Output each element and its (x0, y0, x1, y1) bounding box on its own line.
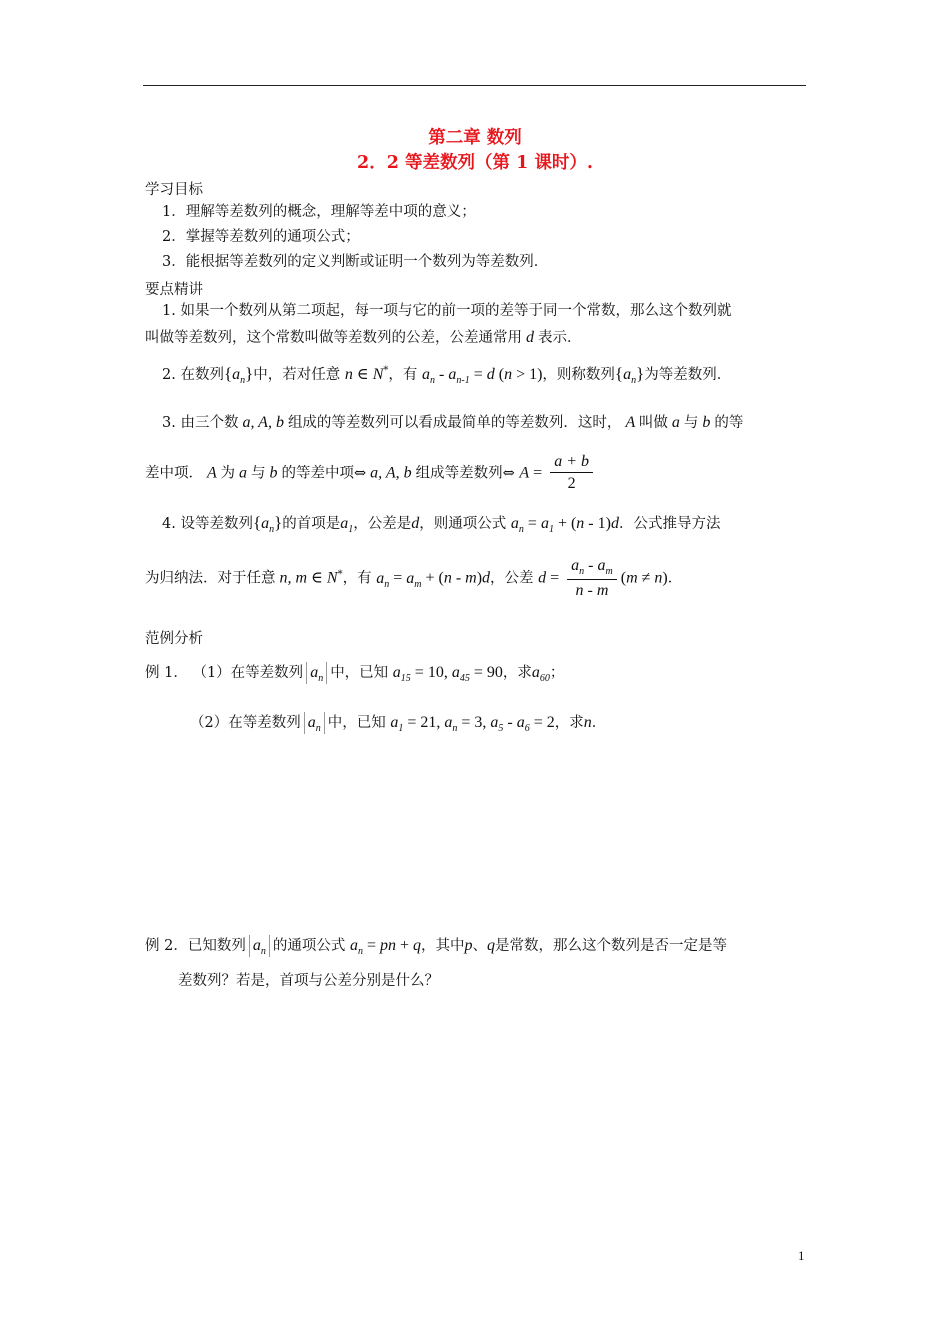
point-3-line-2: 差中项． A 为 a 与 b 的等差中项⇔ a, A, b 组成等差数列⇔ A = $\frac{a + b}{2}$ (145, 452, 597, 495)
point-4-line-1: 4. 设等差数列$\{a_n\}$的首项是$a_1$，公差是d，则通项公式 $a_n = a_1 + (n - 1)d$．公式推导方法 (162, 513, 721, 536)
points-heading: 要点精讲 (145, 282, 203, 298)
point-4-line-2: 为归纳法．对于任意 n, m ∈ N*，有 $a_n = a_m + (n - m)d$，公差 d = $\frac{a_n - a_m}{n - m}$ (m ≠ n)． (145, 556, 682, 601)
chapter-title: 第二章 数列 (428, 128, 522, 148)
example-1-part-1: 例 1． （1）在等差数列 $a_n$ 中，已知 $a_{15} = 10$, $a_{45} = 90$，求$a_{60}$； (145, 664, 565, 685)
common-difference-fraction: $\frac{a_n - a_m}{n - m}$ (567, 556, 617, 601)
point-2: 2. 在数列$\{a_n\}$中，若对任意 n ∈ N*，有 $a_n - a_{n-1} = d$ (n > 1)，则称数列$\{a_n\}$为等差数列． (162, 364, 732, 387)
midterm-fraction: $\frac{a + b}{2}$ (550, 452, 593, 495)
page-number: 1 (798, 1248, 805, 1263)
goal-item-3: 3．能根据等差数列的定义判断或证明一个数列为等差数列． (162, 254, 549, 270)
title-dot: . (586, 153, 593, 173)
examples-heading: 范例分析 (145, 631, 203, 647)
example-2-line-1: 例 2．已知数列 $a_n$ 的通项公式 $a_n$ = pn + q，其中p、q是常数，那么这个数列是否一定是等 (145, 937, 728, 958)
goal-item-1: 1．理解等差数列的概念，理解等差中项的意义； (162, 204, 476, 220)
goals-heading: 学习目标 (145, 182, 203, 198)
example-2-line-2: 差数列？若是，首项与公差分别是什么？ (178, 973, 439, 989)
point-1-line-2: 叫做等差数列，这个常数叫做等差数列的公差，公差通常用 d 表示． (145, 329, 582, 346)
section-title: 2．2 等差数列（第 1 课时）. (357, 153, 593, 173)
point-3-line-1: 3. 由三个数 a, A, b 组成的等差数列可以看成最简单的等差数列．这时， A 叫做 a 与 b 的等 (162, 414, 744, 431)
example-1-part-2: （2）在等差数列 $a_n$ 中，已知 $a_1 = 21$, $a_n = 3$, $a_5 - a_6 = 2$，求n． (190, 714, 607, 735)
point-1-line-1: 1. 如果一个数列从第二项起，每一项与它的前一项的差等于同一个常数，那么这个数列就 (162, 303, 732, 319)
goal-item-2: 2．掌握等差数列的通项公式； (162, 229, 360, 245)
header-rule (143, 85, 806, 86)
